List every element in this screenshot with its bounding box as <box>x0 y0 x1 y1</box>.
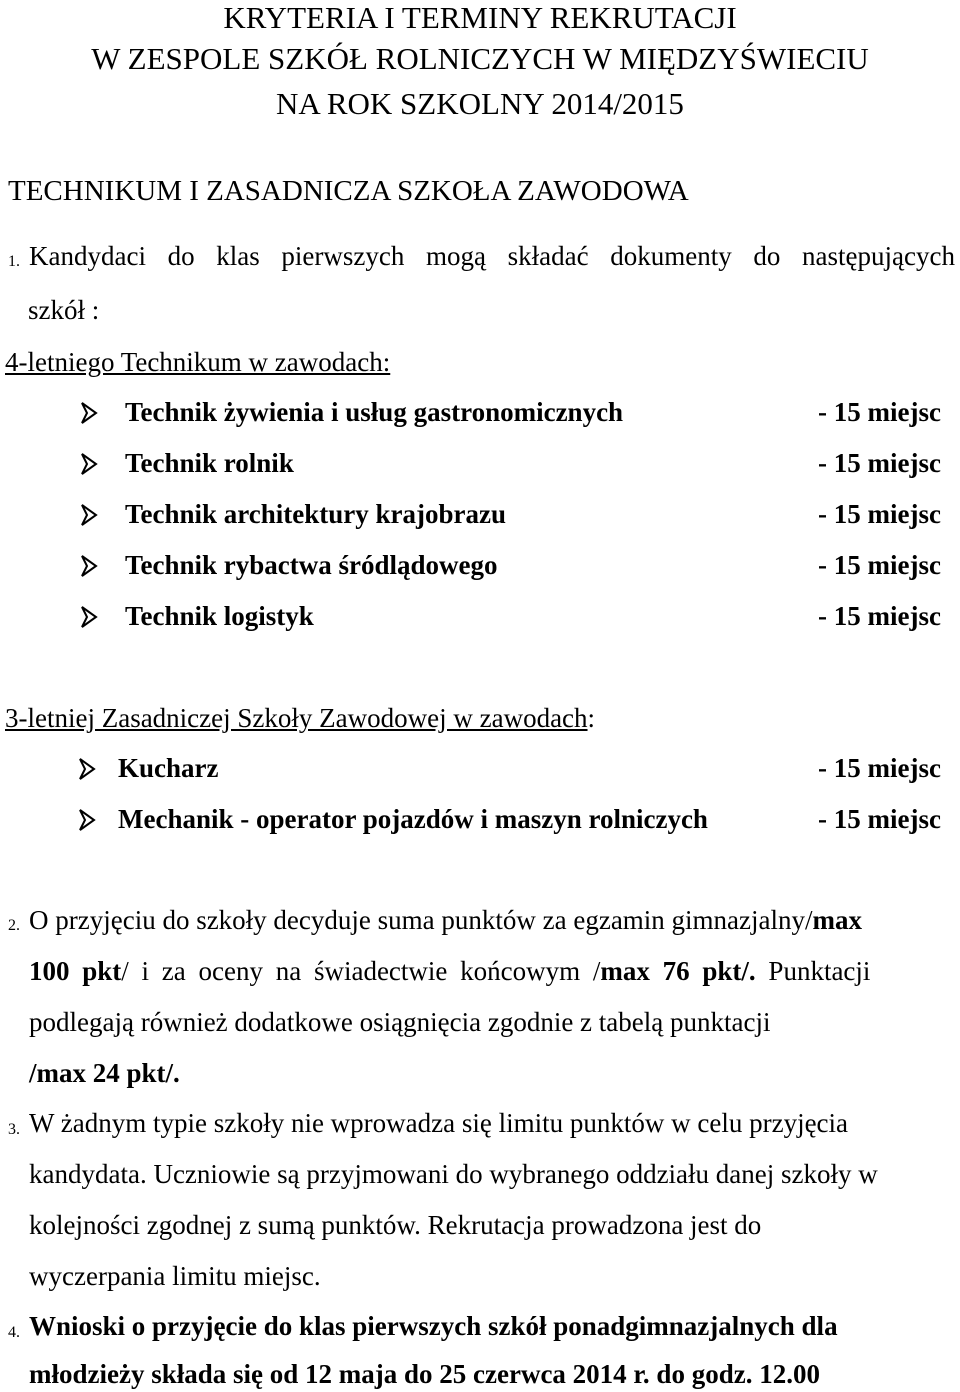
subtitle: TECHNIKUM I ZASADNICZA SZKOŁA ZAWODOWA <box>8 175 689 207</box>
point-2-line-3: podlegają również dodatkowe osiągnięcia zgodnie z tabelą punktacji <box>29 1007 771 1037</box>
point-3-line-3: kolejności zgodnej z sumą punktów. Rekrutacja prowadzona jest do <box>29 1210 762 1240</box>
point-1-number: 1. <box>8 253 20 270</box>
point-2-line-4: /max 24 pkt/. <box>29 1058 180 1088</box>
title-line-2: W ZESPOLE SZKÓŁ ROLNICZYCH W MIĘDZYŚWIECIU <box>91 41 869 76</box>
technikum-item-places: - 15 miejsc <box>818 397 941 427</box>
point-3-line-1: W żadnym typie szkoły nie wprowadza się limitu punktów w celu przyjęcia <box>29 1108 849 1138</box>
point-3-number: 3. <box>8 1121 20 1138</box>
zsz-item-name: Mechanik - operator pojazdów i maszyn rolniczych <box>118 804 708 834</box>
technikum-item-name: Technik architektury krajobrazu <box>125 499 507 529</box>
zsz-item-places: - 15 miejsc <box>818 804 941 834</box>
point-2-number: 2. <box>8 917 20 934</box>
point-4-number: 4. <box>8 1324 20 1341</box>
point-2-line-2: 100 pkt/ i za oceny na świadectwie końcowym /max 76 pkt/. Punktacji <box>29 956 871 986</box>
arrowhead-bullet-icon <box>80 503 98 527</box>
arrowhead-bullet-icon <box>80 554 98 578</box>
arrowhead-bullet-icon <box>80 605 98 629</box>
title-line-3: NA ROK SZKOLNY 2014/2015 <box>276 86 684 121</box>
title-line-1: KRYTERIA I TERMINY REKRUTACJI <box>223 0 737 35</box>
point-2-line-1: O przyjęciu do szkoły decyduje suma punktów za egzamin gimnazjalny/max <box>29 905 863 935</box>
point-4-line-2: młodzieży składa się od 12 maja do 25 czerwca 2014 r. do godz. 12.00 <box>29 1359 820 1389</box>
technikum-item-places: - 15 miejsc <box>818 499 941 529</box>
arrowhead-bullet-icon <box>78 757 96 781</box>
point-1-text-b: szkół : <box>28 295 100 325</box>
technikum-item-places: - 15 miejsc <box>818 550 941 580</box>
point-3-line-4: wyczerpania limitu miejsc. <box>29 1261 321 1291</box>
technikum-item-name: Technik rybactwa śródlądowego <box>125 550 498 580</box>
technikum-item-places: - 15 miejsc <box>818 601 941 631</box>
arrowhead-bullet-icon <box>80 452 98 476</box>
point-1-text-a: Kandydaci do klas pierwszych mogą składać dokumenty do następujących <box>29 241 955 271</box>
technikum-item-name: Technik logistyk <box>125 601 314 631</box>
arrowhead-bullet-icon <box>78 808 96 832</box>
technikum-item-name: Technik żywienia i usług gastronomicznych <box>125 397 624 427</box>
technikum-item-places: - 15 miejsc <box>818 448 941 478</box>
zsz-item-name: Kucharz <box>118 753 219 783</box>
arrowhead-bullet-icon <box>80 401 98 425</box>
zsz-item-places: - 15 miejsc <box>818 753 941 783</box>
zsz-heading: 3-letniej Zasadniczej Szkoły Zawodowej w zawodach: <box>5 703 596 733</box>
technikum-item-name: Technik rolnik <box>125 448 294 478</box>
point-4-line-1: Wnioski o przyjęcie do klas pierwszych szkół ponadgimnazjalnych dla <box>29 1311 838 1341</box>
point-3-line-2: kandydata. Uczniowie są przyjmowani do wybranego oddziału danej szkoły w <box>29 1159 878 1189</box>
technikum-heading: 4-letniego Technikum w zawodach: <box>5 347 391 377</box>
